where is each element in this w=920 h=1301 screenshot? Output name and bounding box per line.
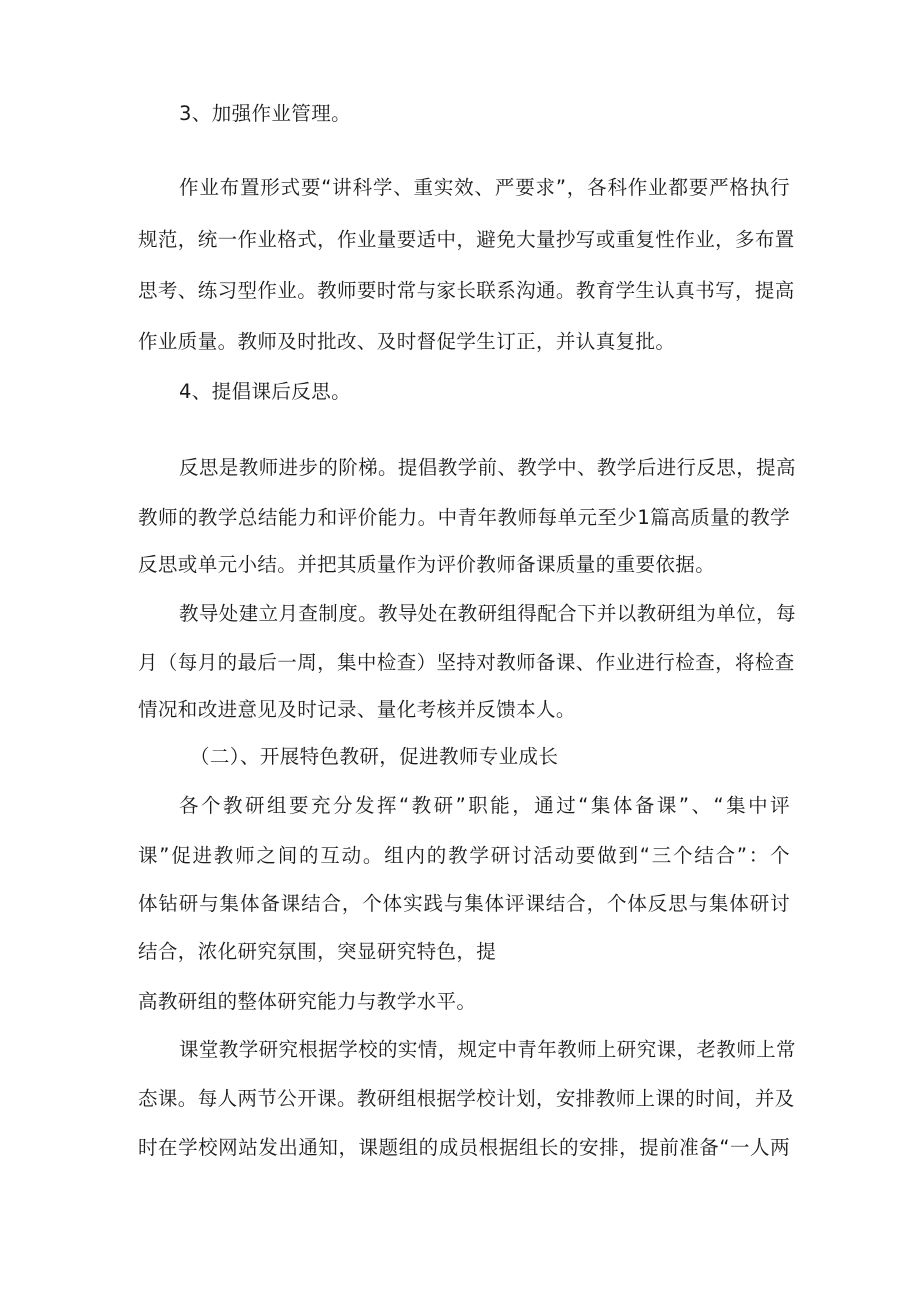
paragraph-line: 情况和改进意见及时记录、量化考核并反馈本人。	[138, 698, 576, 721]
paragraph-line: 反思是教师进步的阶梯。提倡教学前、教学中、教学后进行反思，提高	[179, 456, 796, 479]
paragraph-line: 规范，统一作业格式，作业量要适中，避免大量抄写或重复性作业，多布置	[138, 228, 795, 251]
paragraph-line: 反思或单元小结。并把其质量作为评价教师备课质量的重要依据。	[138, 553, 716, 576]
paragraph-line: 态课。每人两节公开课。教研组根据学校计划，安排教师上课的时间，并及	[138, 1087, 795, 1110]
paragraph-line: 月（每月的最后一周，集中检查）坚持对教师备课、作业进行检查，将检查	[138, 651, 795, 674]
section-heading-4: 4、提倡课后反思。	[179, 380, 352, 403]
section-heading-3: 3、加强作业管理。	[179, 102, 352, 125]
paragraph-line: 教师的教学总结能力和评价能力。中青年教师每单元至少1篇高质量的教学	[138, 506, 790, 529]
paragraph-line: 时在学校网站发出通知，课题组的成员根据组长的安排，提前准备“一人两	[138, 1136, 790, 1159]
paragraph-line: 思考、练习型作业。教师要时常与家长联系沟通。教育学生认真书写，提高	[138, 279, 795, 302]
paragraph-line: 教导处建立月查制度。教导处在教研组得配合下并以教研组为单位，每	[179, 602, 796, 625]
paragraph-line: 作业布置形式要“讲科学、重实效、严要求”，各科作业都要严格执行	[179, 176, 790, 199]
paragraph-line: 课”促进教师之间的互动。组内的教学研讨活动要做到“三个结合”：个	[138, 844, 790, 867]
paragraph-line: 课堂教学研究根据学校的实情，规定中青年教师上研究课，老教师上常	[179, 1038, 796, 1061]
paragraph-line: 体钻研与集体备课结合，个体实践与集体评课结合，个体反思与集体研讨	[138, 892, 790, 915]
section-heading-2: （二）、开展特色教研，促进教师专业成长	[190, 745, 559, 768]
paragraph-line: 各个教研组要充分发挥“教研”职能，通过“集体备课”、“集中评	[179, 794, 790, 817]
paragraph-line: 高教研组的整体研究能力与教学水平。	[138, 990, 477, 1013]
paragraph-line: 作业质量。教师及时批改、及时督促学生订正，并认真复批。	[138, 330, 676, 353]
paragraph-line: 结合，浓化研究氛围，突显研究特色，提	[138, 940, 497, 963]
